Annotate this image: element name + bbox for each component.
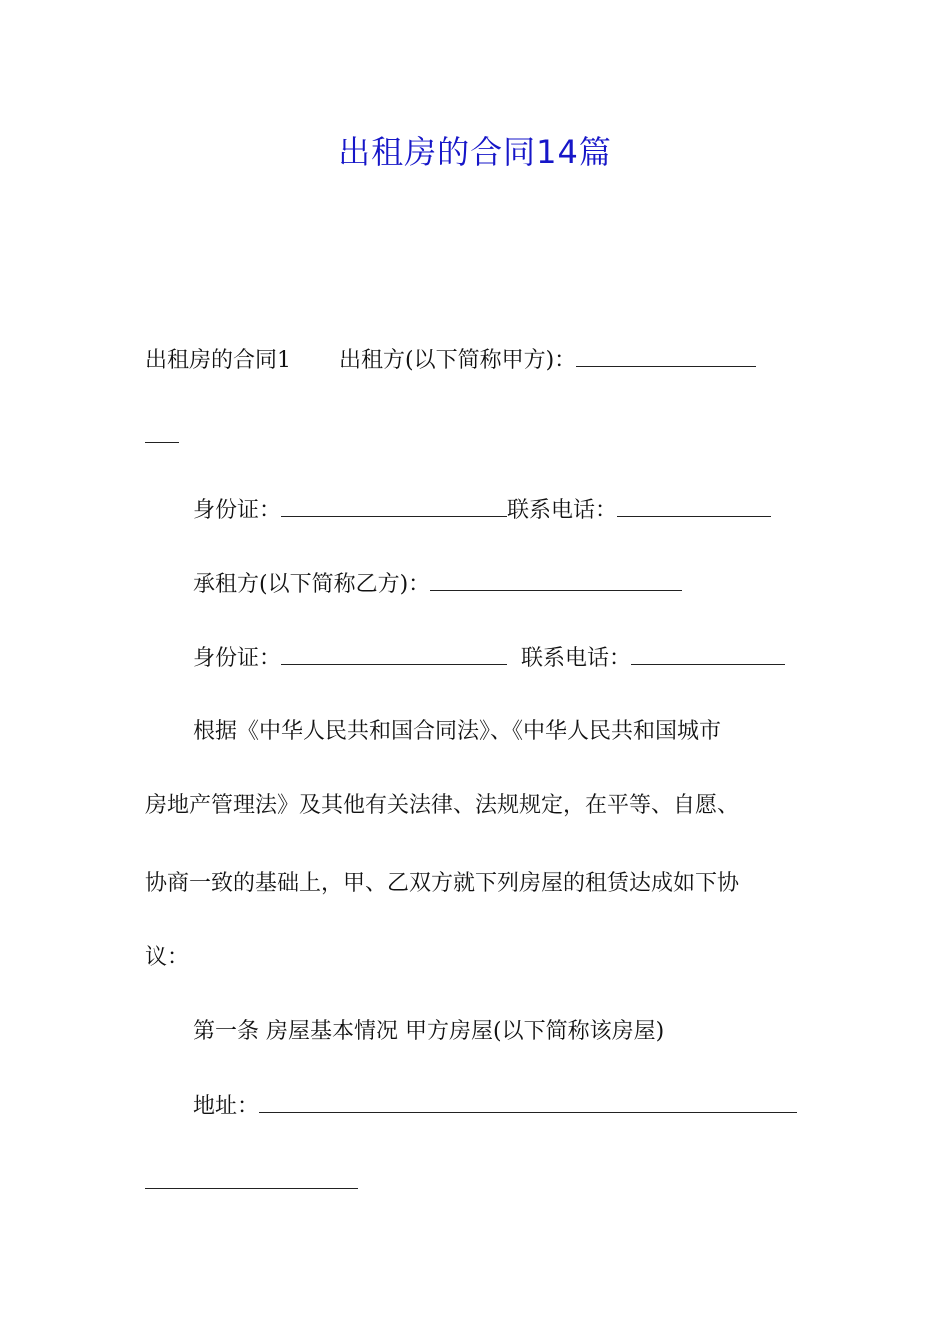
lessor-label: 出租方(以下简称甲方)： bbox=[339, 348, 577, 373]
section-heading: 出租房的合同1 bbox=[145, 348, 291, 373]
lessee-phone-label: 联系电话： bbox=[521, 646, 632, 671]
lessor-name-blank-continued bbox=[145, 418, 179, 443]
lessee-line bbox=[193, 566, 858, 603]
address-line bbox=[193, 1088, 858, 1125]
lessor-phone-blank bbox=[617, 492, 771, 517]
article-1-heading: 第一条 房屋基本情况 甲方房屋(以下简称该房屋) bbox=[193, 1019, 665, 1044]
lessor-line bbox=[145, 342, 810, 379]
address-blank bbox=[259, 1088, 797, 1113]
basis-paragraph-line-2: 房地产管理法》及其他有关法律、法规规定，在平等、自愿、 bbox=[145, 793, 740, 818]
lessee-id-blank bbox=[281, 640, 507, 665]
address-blank-continued bbox=[145, 1164, 358, 1189]
lessee-id-line bbox=[193, 640, 858, 677]
document-title: 出租房的合同14篇 bbox=[338, 133, 612, 171]
lessor-name-blank bbox=[576, 342, 756, 367]
lessee-label: 承租方(以下简称乙方)： bbox=[193, 572, 431, 597]
lessor-phone-label: 联系电话： bbox=[507, 498, 618, 523]
lessor-id-blank bbox=[281, 492, 507, 517]
lessee-name-blank bbox=[430, 566, 682, 591]
basis-paragraph-line-3: 协商一致的基础上，甲、乙双方就下列房屋的租赁达成如下协 bbox=[145, 871, 740, 896]
basis-paragraph-line-4: 议： bbox=[145, 945, 190, 970]
address-continuation-line bbox=[145, 1164, 810, 1201]
lessor-continuation-line bbox=[145, 418, 810, 455]
lessee-phone-blank bbox=[631, 640, 785, 665]
address-label: 地址： bbox=[193, 1094, 260, 1119]
lessor-id-line bbox=[193, 492, 858, 529]
lessee-id-label: 身份证： bbox=[193, 646, 282, 671]
basis-paragraph-line-1: 根据《中华人民共和国合同法》、《中华人民共和国城市 bbox=[193, 719, 722, 744]
lessor-id-label: 身份证： bbox=[193, 498, 282, 523]
